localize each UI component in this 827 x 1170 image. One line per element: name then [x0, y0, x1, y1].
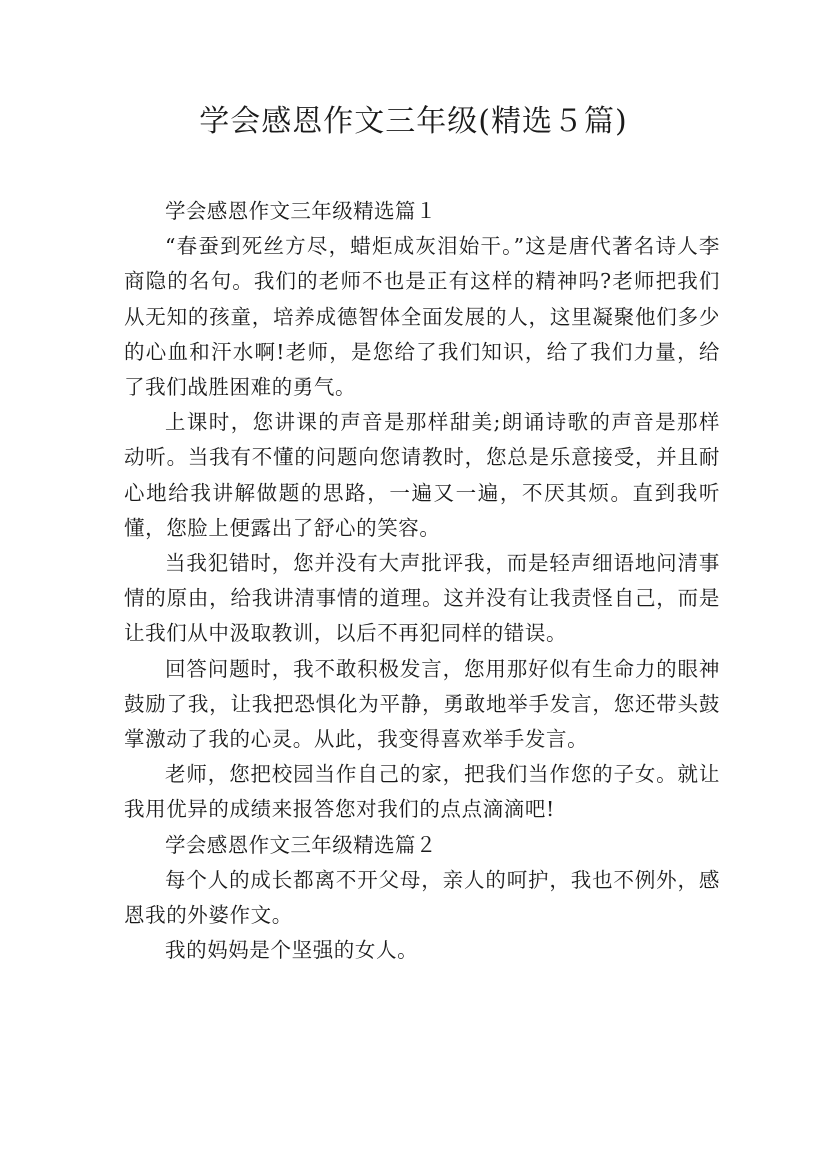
paragraph: 回答问题时，我不敢积极发言，您用那好似有生命力的眼神鼓励了我，让我把恐惧化为平静，勇敢地举手发言，您还带头鼓掌激动了我的心灵。从此，我变得喜欢举手发言。 — [124, 656, 720, 752]
paragraph: 当我犯错时，您并没有大声批评我，而是轻声细语地问清事情的原由，给我讲清事情的道理。这并没有让我责怪自己，而是让我们从中汲取教训，以后不再犯同样的错误。 — [124, 551, 720, 646]
document-title: 学会感恩作文三年级(精选５篇) — [199, 104, 628, 139]
paragraph: 我的妈妈是个坚强的女人。 — [165, 938, 419, 963]
paragraph: 老师，您把校园当作自己的家，把我们当作您的子女。就让我用优异的成绩来报答您对我们的点点滴滴吧! — [124, 762, 720, 822]
paragraph: 每个人的成长都离不开父母，亲人的呵护，我也不例外，感恩我的外婆作文。 — [124, 867, 720, 928]
paragraph: “春蚕到死丝方尽，蜡炬成灰泪始干。”这是唐代著名诗人李商隐的名句。我们的老师不也是正有这样的精神吗?老师把我们从无知的孩童，培养成德智体全面发展的人，这里凝聚他们多少的心血和汗水啊!老师，是您给了我们知识，给了我们力量，给了我们战胜困难的勇气。 — [124, 234, 720, 400]
document-body — [124, 194, 720, 968]
section-heading-1: 学会感恩作文三年级精选篇１ — [165, 199, 437, 223]
section-heading-2: 学会感恩作文三年级精选篇２ — [165, 832, 437, 857]
paragraph: 上课时，您讲课的声音是那样甜美;朗诵诗歌的声音是那样动听。当我有不懂的问题向您请教时，您总是乐意接受，并且耐心地给我讲解做题的思路，一遍又一遍，不厌其烦。直到我听懂，您脸上便露出了舒心的笑容。 — [124, 410, 720, 540]
